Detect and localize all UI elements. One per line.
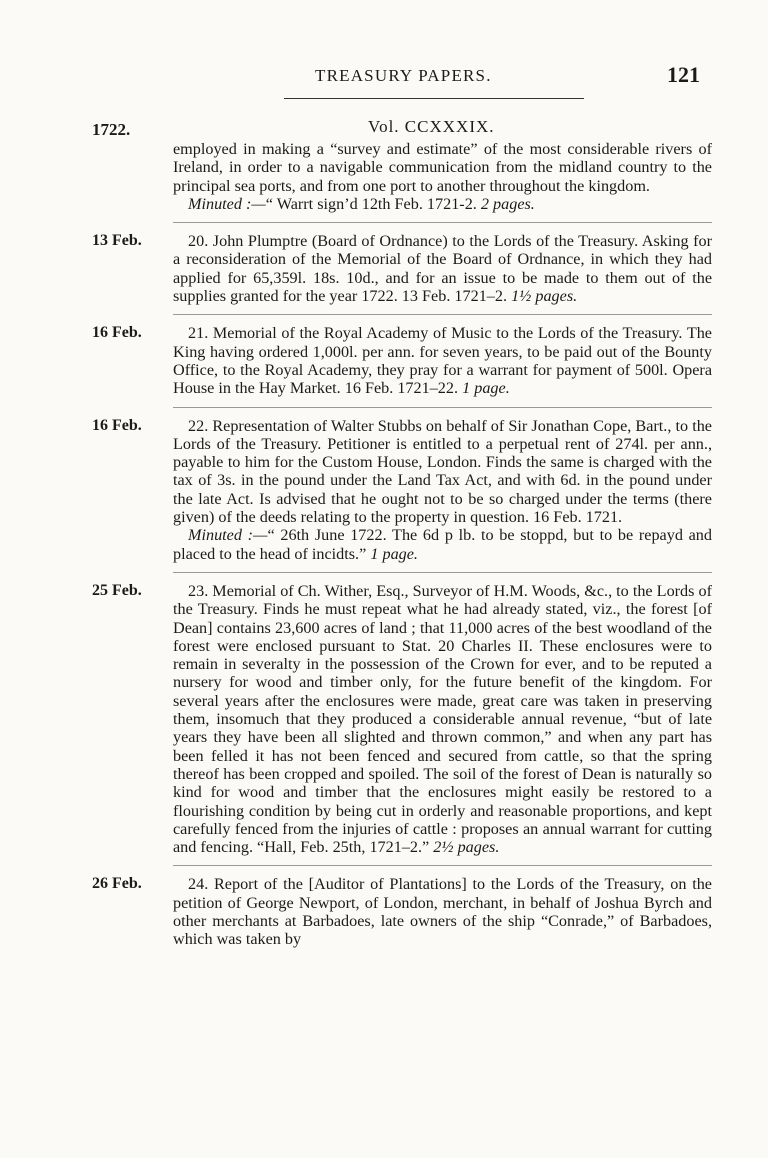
entry-date: 16 Feb. [92, 416, 142, 434]
entry-divider [173, 865, 712, 866]
entry-20 [92, 232, 712, 305]
entry-date: 26 Feb. [92, 875, 142, 893]
entry-divider [173, 572, 712, 573]
pages-count: 1½ pages. [511, 287, 578, 306]
entry-date: 16 Feb. [92, 324, 142, 342]
entry-paragraph: 24. Report of the [Auditor of Plantations] to the Lords of the Treasury, on the petition of George Newport, of London, merchant, in behalf of Joshua Byrch and other merchants at Barbadoes, late owners of the ship “Conrade,” of Barbadoes, which was taken by [173, 875, 712, 949]
entry-date: 25 Feb. [92, 581, 142, 599]
entry-divider [173, 407, 712, 408]
pages-count: 2 pages. [480, 194, 535, 213]
entry-divider [173, 222, 712, 223]
entry-continuation [92, 140, 712, 213]
minuted-line [173, 526, 712, 563]
entry-paragraph [173, 582, 712, 856]
pages-count: 1 page. [462, 379, 510, 398]
entries-list [92, 140, 712, 949]
entry-text: 20. John Plumptre (Board of Ordnance) to the Lords of the Treasury. Asking for a reconsideration of the Memorial of the Board of Ordnance, in which they had applied for 65,359l. 18s. 10d., and for an issue to be made to them out of the supplies granted for the year 1722. 13 Feb. 1721–2. [173, 232, 712, 306]
volume-label: Vol. CCXXXIX. [368, 117, 495, 136]
entry-divider [173, 314, 712, 315]
entry-body [173, 324, 712, 397]
minuted-text: “ 26th June 1722. The 6d p lb. to be stoppd, but to be repayd and placed to the head of incidts.” [173, 526, 712, 563]
pages-count: 2½ pages. [433, 838, 500, 857]
entry-text: 21. Memorial of the Royal Academy of Music to the Lords of the Treasury. The King having ordered 1,000l. per ann. for seven years, to be paid out of the Bounty Office, to the Royal Academy, they pray for a warrant for payment of 500l. Opera House in the Hay Market. 16 Feb. 1721–22. [173, 324, 712, 398]
entry-23 [92, 582, 712, 856]
entry-paragraph: employed in making a “survey and estimate” of the most considerable rivers of Ireland, in order to a navigable communication from the midland country to the principal sea ports, and from one port to another throughout the kingdom. [173, 140, 712, 195]
minuted-text: “ Warrt sign’d 12th Feb. 1721-2. [265, 194, 477, 213]
entry-body [173, 417, 712, 563]
entry-date: 13 Feb. [92, 232, 142, 250]
entry-body [173, 232, 712, 305]
entry-body [173, 140, 712, 213]
running-title: TREASURY PAPERS. [315, 66, 492, 85]
entry-body [173, 582, 712, 856]
minuted-line [173, 195, 712, 213]
page-number: 121 [667, 62, 700, 87]
pages-count: 1 page. [370, 544, 418, 563]
year-label: 1722. [92, 120, 131, 139]
entry-22 [92, 417, 712, 563]
entry-paragraph [173, 232, 712, 305]
entry-paragraph: 22. Representation of Walter Stubbs on behalf of Sir Jonathan Cope, Bart., to the Lords of the Treasury. Petitioner is entitled to a perpetual rent of 274l. per ann., payable to him for the Custom House, London. Finds the same is charged with the tax of 3s. in the pound under the Land Tax Act, and with 6d. in the pound under the late Act. Is advised that he ought not to be so charged under the terms (there given) of the deeds relating to the property in question. 16 Feb. 1721. [173, 416, 712, 527]
entry-paragraph [173, 324, 712, 397]
entry-text: 23. Memorial of Ch. Wither, Esq., Surveyor of H.M. Woods, &c., to the Lords of the Treasury. Finds he must repeat what he had already stated, viz., the forest [of Dean] contains 23,600 acres of land ; that 11,000 acres of the best woodland of the forest were enclosed pursuant to Stat. 20 Charles II. These enclosures were to remain in severalty in the possession of the Crown for ever, and to be reputed a nursery for wood and timber only, for the future benefit of the kingdom. For several years after the enclosures were made, great care was taken in preserving them, insomuch that they produced a considerable annual revenue, “but of late years they have been all slighted and thrown common,” and when any part has been felled it has not been fenced and secured from cattle, so that the spring thereof has been cropped and spoiled. The soil of the forest of Dean is naturally so kind for wood and timber that the enclosures might easily be restored to a flourishing condition by being cut in orderly and reasonable proportions, and kept carefully fenced from the injuries of cattle : proposes an annual warrant for cutting and fencing. “Hall, Feb. 25th, 1721–2.” [173, 581, 712, 857]
running-head [300, 62, 700, 92]
minuted-label: Minuted :— [188, 194, 266, 213]
entry-24 [92, 875, 712, 948]
entry-21 [92, 324, 712, 397]
header-rule [284, 98, 584, 99]
entry-body [173, 875, 712, 948]
minuted-label: Minuted :— [188, 526, 268, 545]
